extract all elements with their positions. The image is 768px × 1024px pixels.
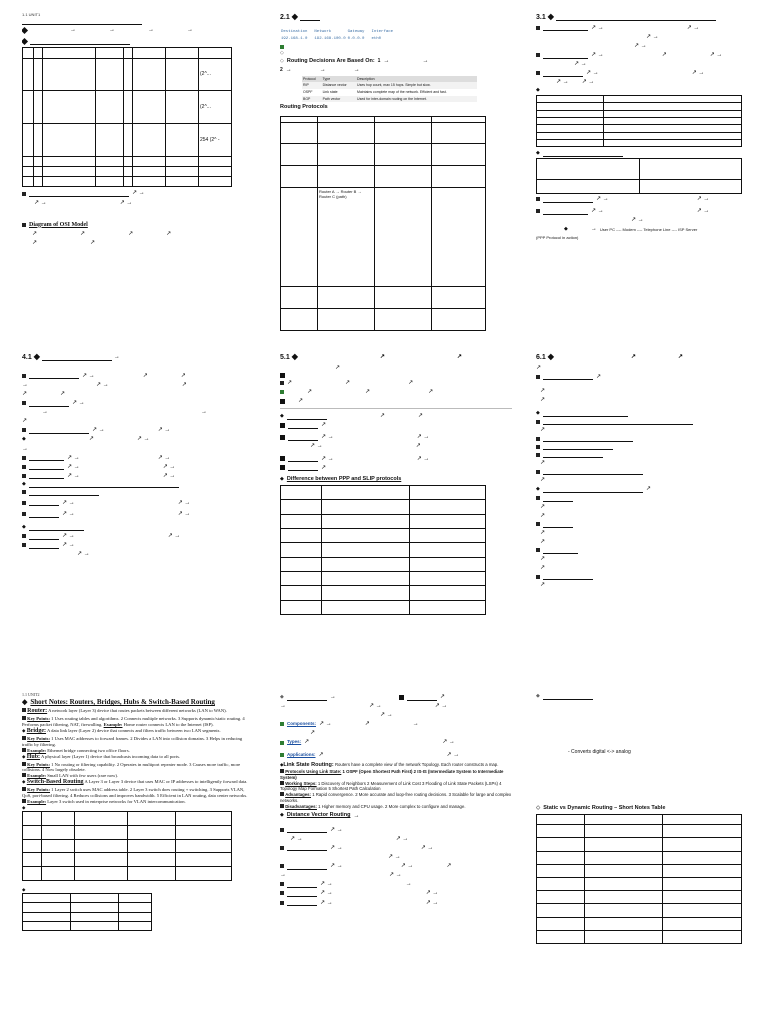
arrow-icon: ↗ → xyxy=(177,499,191,506)
arrow-icon: ↗ xyxy=(321,464,327,471)
arrow-icon: ↗ → xyxy=(72,400,85,407)
arrow-icon: ↗ xyxy=(540,538,546,545)
arrow-icon: ↗ xyxy=(540,555,546,562)
diamond-icon: ◆ xyxy=(547,352,554,361)
image-icon xyxy=(22,223,26,227)
arrow-icon: ↗ xyxy=(439,694,445,700)
arrow-icon: → xyxy=(280,872,286,879)
diamond-outline-icon: ◆ xyxy=(280,693,284,700)
arrow-icon: ↗ → xyxy=(162,472,176,479)
arrow-icon: ↗ → xyxy=(77,551,90,558)
checkbox-icon xyxy=(280,741,284,745)
components-label: Components: xyxy=(287,721,316,727)
section-title: 6.1 ◆ ↗ ↗ xyxy=(536,352,683,361)
ppp-slip-table xyxy=(280,485,486,615)
arrow-icon: ↗ → xyxy=(388,854,401,861)
protocol-table: Protocol Type Description RIP Distance vector Uses hop count, max 15 hops. Simple but slow. OSPF Link state Maintains complete map of the network. Efficient and fast. BGP Path vector Used for inter-domain routing on the Internet. xyxy=(302,76,477,103)
diamond-icon: ◆ xyxy=(280,412,284,419)
arrow-icon: ↗ xyxy=(318,751,324,758)
checkbox-icon xyxy=(536,209,540,213)
diamond-icon xyxy=(22,27,28,34)
arrow-icon: ↗ → xyxy=(574,61,587,68)
arrow-icon: ↗ xyxy=(365,388,371,395)
arrow-icon: ↗ xyxy=(166,230,172,237)
arrow-icon: → xyxy=(590,226,597,233)
diamond-icon: ◆ xyxy=(291,352,298,361)
osi-table xyxy=(22,47,232,187)
arrow-icon: ↗ xyxy=(304,739,310,746)
arrow-icon: → xyxy=(280,703,286,710)
static-dynamic-heading: Static vs Dynamic Routing – Short Notes Table xyxy=(543,804,666,811)
arrow-icon: ↗ xyxy=(321,422,327,429)
arrow-icon: ↗ → xyxy=(67,472,80,479)
arrow-icon: ↗ xyxy=(540,512,546,519)
checkbox-icon xyxy=(536,445,540,449)
arrow-icon: ↗ → xyxy=(62,499,75,506)
checkbox-icon xyxy=(536,53,540,57)
arrow-icon: ↗ xyxy=(456,354,462,361)
checkbox-icon xyxy=(280,465,285,470)
arrow-icon: ↗ xyxy=(645,486,651,493)
checkbox-icon xyxy=(22,787,26,791)
arrow-icon: ↗ → xyxy=(425,899,439,906)
diamond-icon: ◆ xyxy=(22,887,26,893)
arrow-icon: ↗ xyxy=(661,52,667,59)
arrow-icon: ↗ xyxy=(310,730,316,737)
arrow-icon: ↗ → xyxy=(167,533,181,540)
arrow-icon: → xyxy=(412,721,419,728)
checkbox-icon xyxy=(280,373,285,378)
unit-label: 1.1 UNIT1 xyxy=(22,12,41,17)
diamond-icon: ◆ xyxy=(536,150,540,157)
router-block: Router: A network layer (Layer 3) device that routes packets between different networks (LAN to WAN). xyxy=(22,708,254,716)
applications-label: Applications: xyxy=(287,751,316,757)
arrow-icon: ↗ xyxy=(128,230,134,237)
diamond-icon: ◆ xyxy=(536,486,540,493)
checkbox-icon xyxy=(280,456,285,461)
checkbox-icon xyxy=(22,465,26,469)
converter-note: - Converts digital <-> analog xyxy=(568,749,631,755)
arrow-icon: ↗ → xyxy=(596,196,609,203)
diamond-outline-icon: ◆ xyxy=(536,693,540,700)
diamond-icon xyxy=(22,38,28,45)
arrow-icon: ↗ → xyxy=(132,190,145,197)
page-3-1 xyxy=(536,12,768,332)
arrow-icon: ↗ xyxy=(540,427,546,434)
arrow-icon: → xyxy=(353,812,360,819)
arrow-icon: ↗ → xyxy=(119,199,133,206)
arrow-icon: ↗ → xyxy=(591,52,604,59)
arrow-icon: ↗ → xyxy=(320,881,333,888)
arrow-icon: ↗ → xyxy=(631,217,644,224)
diamond-outline-icon: ◇ xyxy=(536,804,541,811)
arrow-icon: ↗ → xyxy=(586,70,599,77)
types-label: Types: xyxy=(287,739,302,745)
arrow-icon: ↗ xyxy=(307,388,313,395)
arrow-icon: → xyxy=(22,445,28,452)
notes-heading: Short Notes: Routers, Bridges, Hubs & Switch-Based Routing xyxy=(30,698,215,707)
arrow-icon: ↗ → xyxy=(556,79,569,86)
arrow-icon: ↗ xyxy=(181,381,187,388)
diamond-icon: ◆ xyxy=(22,779,26,785)
arrow-icon: → xyxy=(42,409,48,416)
arrow-icon: ↗ → xyxy=(162,463,176,470)
arrow-icon: ↗ → xyxy=(369,703,382,710)
arrow-icon: ↗ xyxy=(446,863,452,870)
arrow-icon: → xyxy=(383,58,390,65)
checkbox-icon xyxy=(536,522,540,526)
arrow-icon: ↗ → xyxy=(442,739,455,746)
arrow-icon: ↗ → xyxy=(82,372,95,379)
checkbox-icon xyxy=(536,26,540,30)
diamond-icon: ◆ xyxy=(22,728,26,734)
arrow-icon: → xyxy=(285,67,292,74)
arrow-icon: → xyxy=(113,354,120,361)
page-3-2 xyxy=(536,692,768,1012)
arrow-icon: ↗ → xyxy=(646,33,659,40)
checkbox-icon xyxy=(22,543,26,547)
arrow-icon: ↗ xyxy=(540,387,546,394)
arrow-icon: ↗ → xyxy=(425,890,439,897)
arrow-icon: ↗ → xyxy=(416,434,430,441)
page-1-1 xyxy=(22,12,254,332)
comparison-table-2 xyxy=(22,893,152,931)
arrow-icon: ↗ → xyxy=(321,455,334,462)
arrow-icon: → xyxy=(405,881,412,888)
arrow-icon: ↗ xyxy=(32,239,38,246)
checkbox-icon xyxy=(536,437,540,441)
diamond-icon: ◆ xyxy=(564,226,568,233)
arrow-icon: ↗ → xyxy=(320,899,333,906)
arrow-icon: ↗ → xyxy=(395,835,409,842)
checkbox-icon xyxy=(536,453,540,457)
arrow-icon: ↗ xyxy=(540,477,546,484)
path-cell: Router A → Router B → Router C (path) xyxy=(318,187,375,287)
diamond-icon: ◆ xyxy=(280,812,284,819)
checkbox-icon xyxy=(280,882,284,886)
arrow-icon: ↗ → xyxy=(696,208,710,215)
arrow-icon: ↗ → xyxy=(290,835,303,842)
arrow-icon: ↗ → xyxy=(696,196,710,203)
checkbox-icon xyxy=(536,575,540,579)
checkbox-icon xyxy=(280,769,284,773)
checkbox-icon xyxy=(280,846,284,850)
arrow-icon: ↗ xyxy=(540,460,546,467)
arrow-icon: ↗ xyxy=(379,354,385,361)
diamond-icon: ◆ xyxy=(22,436,26,443)
arrow-icon: → xyxy=(319,67,326,74)
checkbox-icon xyxy=(22,490,26,494)
row-note: (2^... xyxy=(200,103,211,110)
arrow-icon: → xyxy=(329,694,336,700)
checkbox-icon xyxy=(22,716,26,720)
row-note: 254 (2^ - xyxy=(200,136,220,143)
arrow-icon: ↗ → xyxy=(321,434,334,441)
page-2-2: ◆ → ↗ → ↗ → ↗ → ↗ → Components: ↗ → ↗ → ↗ Types: ↗ ↗ → Applications: ↗ ↗ → ◆Link State Routing: Routers have a complete view of the network Topology. Each router constructs a map. Protocols Using Link State: 1 OSPF (Open Shortest Path First) 2 IS-IS (Intermediate System to Intermediate System) Working Steps: 1 Discovery of Neighbors 2 Measurement of Link Cost 3 Flooding of Link State Packets (LSPs) 4 Topology Map Formation 5 Shortest Path Calculation Advantages: 1 Rapid convergence. 2 More accurate and loop-free routing decisions. 3 Scalable for large and complex networks. Disadvantages: 1 Higher memory and CPU usage. 2 More complex to configure and manage. ◆ Distance Vector Routing → ↗ → ↗ → ↗ → ↗ → ↗ → ↗ → ↗ → ↗ → ↗ → ↗ → ↗ → → ↗ → ↗ → ↗ → ↗ → xyxy=(280,693,512,906)
page-6-1 xyxy=(536,352,768,672)
hub-block: ◆ Hub: A physical layer (Layer 1) device that broadcasts incoming data to all ports. xyxy=(22,753,181,760)
checkbox-icon xyxy=(22,456,26,460)
arrow-icon: ↗ xyxy=(22,418,28,425)
diamond-icon: ◆ xyxy=(22,524,26,531)
diff-heading: Difference between PPP and SLIP protocols xyxy=(286,475,402,482)
arrow-icon: ↗ → xyxy=(434,703,448,710)
arrow-icon: → xyxy=(109,27,115,34)
decision-heading: Routing Decisions Are Based On: xyxy=(286,57,375,64)
arrow-icon: ↗ xyxy=(180,372,186,379)
checkbox-icon xyxy=(22,401,26,405)
arrow-icon: ↗ → xyxy=(420,844,434,851)
diamond-outline-icon: ◇ xyxy=(280,58,284,64)
arrow-icon: → xyxy=(422,58,429,65)
arrow-icon: ↗ xyxy=(88,436,94,443)
checkbox-icon xyxy=(280,753,284,757)
checkbox-icon xyxy=(280,722,284,726)
arrow-icon: ↗ → xyxy=(330,863,343,870)
arrow-icon: ↗ xyxy=(142,372,148,379)
arrow-icon: ↗ xyxy=(22,390,28,397)
arrow-icon: ↗ xyxy=(287,379,293,386)
page-1-2: 1.1 UNIT2 ◆ Short Notes: Routers, Bridges, Hubs & Switch-Based Routing Router: A network layer (Layer 3) device that routes packets between different networks (LAN to WAN). Key Points: 1 Uses routing tables and algorithms. 2 Connects multiple networks. 3 Supports dynamic/static routing. 4 Performs packet filtering, NAT, firewalling. Example: Home router connects LAN to the Internet (ISP). ◆ Bridge: A data link layer (Layer 2) device that connects and filters traffic between two LAN segments. Key Points: 1 Uses MAC addresses to forward frames. 2 Divides a LAN into collision domains. 3 Helps in reducing traffic by filtering. Example: Ethernet bridge connecting two office floors. ◆ Hub: A physical layer (Layer 1) device that broadcasts incoming data to all ports. Key Points: 1 No routing or filtering capability. 2 Operates in multiport repeater mode. 3 Causes more traffic, more collisions. 4 Now largely obsolete. Example: Small LAN with few users (rare now). ◆ Switch-Based Routing A Layer 3 or Layer 3 device that uses MAC or IP addresses to intelligently forward data. Key Points: 1 Layer 2 switch uses MAC address table. 2 Layer 3 switch does routing + switching. 3 Supports VLAN, QoS, port-based filtering. 4 Reduces collisions and improves bandwidth. 5 Efficient in LAN routing, data center networks. Example: Layer 3 switch used in enterprise networks for VLAN intercommunication. ◆ ◆ xyxy=(22,692,254,1012)
arrow-icon: ↗ → xyxy=(416,455,430,462)
arrow-row xyxy=(22,26,254,34)
diagram-heading: Diagram of OSI Model xyxy=(29,221,88,228)
checkbox-icon xyxy=(22,428,26,432)
checkbox-icon xyxy=(280,390,284,394)
checkbox-icon xyxy=(22,474,26,478)
diamond-icon: ◆ xyxy=(536,87,540,94)
unit-label: 1.1 UNIT2 xyxy=(22,692,40,697)
arrow-icon: ↗ → xyxy=(380,712,393,719)
arrow-icon: ↗ xyxy=(540,503,546,510)
arrow-icon: ↗ → xyxy=(320,890,333,897)
arrow-icon: ↗ → xyxy=(62,511,75,518)
page-4-1 xyxy=(22,352,254,672)
checkbox-icon xyxy=(22,762,26,766)
arrow-icon: ↗ xyxy=(60,390,66,397)
row-note: (2^... xyxy=(200,71,211,78)
arrow-icon: ↗ xyxy=(345,379,351,386)
arrow-icon: ↗ xyxy=(408,379,414,386)
checkbox-icon xyxy=(280,901,284,905)
diamond-icon: ◆ xyxy=(22,698,28,707)
arrow-icon: ↗ → xyxy=(92,427,105,434)
checkbox-icon xyxy=(280,381,284,385)
checkbox-icon xyxy=(22,512,26,516)
arrow-icon: ↗ → xyxy=(319,721,332,728)
arrow-icon: ↗ xyxy=(540,582,546,589)
checkbox-icon xyxy=(22,736,26,740)
checkbox-icon xyxy=(22,192,26,196)
arrow-icon: → xyxy=(187,27,193,34)
arrow-icon: ↗ → xyxy=(34,199,47,206)
routing-protocols-label: Routing Protocols xyxy=(280,104,328,111)
arrow-icon: → xyxy=(148,27,154,34)
checkbox-icon xyxy=(22,534,26,538)
arrow-icon: ↗ → xyxy=(330,826,343,833)
page-2-1: 2.1 ◆ Destination Network Gateway Interface 192.168.1.0 192.168.100.0 0.0.0.0 eth0 ◇ ◇ Routing Decisions Are Based On: 1 → → 2 → → → Protocol Type Description RIP Distance vector Uses hop count, max 15 hops. Simple but slow. OSPF Link state Maintains complete map of the network. Efficient and fast. BGP Path vector Used for inter-domain routing on the Internet. Routing Protocols Router A → Router B → Router C (path) xyxy=(280,12,512,332)
link-state-heading: Link State Routing: xyxy=(283,761,334,768)
diamond-icon: ◆ xyxy=(22,805,26,811)
section-title: 4.1 ◆ → xyxy=(22,352,120,361)
arrow-icon: → xyxy=(353,67,360,74)
arrow-icon: ↗ → xyxy=(400,863,414,870)
diamond-outline-icon: ◇ xyxy=(280,49,284,56)
diamond-icon: ◆ xyxy=(22,753,26,759)
checkbox-icon xyxy=(22,374,26,378)
arrow-icon: ↗ → xyxy=(62,542,75,549)
arrow-icon: ↗ → xyxy=(96,381,109,388)
arrow-icon: ↗ → xyxy=(691,70,705,77)
arrow-icon: ↗ → xyxy=(686,24,700,31)
arrow-icon: ↗ → xyxy=(157,454,171,461)
arrow-icon: ↗ xyxy=(80,230,86,237)
checkbox-icon xyxy=(536,71,540,75)
checkbox-icon xyxy=(22,708,26,712)
arrow-icon: → xyxy=(201,409,207,416)
checkbox-icon xyxy=(536,496,540,500)
arrow-icon: ↗ → xyxy=(310,443,323,450)
checkbox-icon xyxy=(536,197,540,201)
bridge-block: ◆ Bridge: A data link layer (Layer 2) device that connects and filters traffic between two LAN segments. xyxy=(22,728,221,735)
arrow-icon: ↗ xyxy=(379,413,385,420)
page-5-1 xyxy=(280,352,512,672)
checkbox-icon xyxy=(536,420,540,424)
arrow-icon: ↗ xyxy=(540,565,546,572)
routing-protocols-table xyxy=(280,116,486,331)
arrow-icon: ↗ → xyxy=(581,79,595,86)
checkbox-icon xyxy=(280,804,284,808)
section-title: 5.1 ◆ ↗ ↗ xyxy=(280,352,462,361)
checkbox-icon xyxy=(280,423,285,428)
ppp-flow: User PC ---- Modem ---- Telephone Line ---- ISP Server xyxy=(599,226,698,232)
checkbox-icon xyxy=(280,781,284,785)
checkbox-icon xyxy=(280,435,285,440)
diamond-icon: ◆ xyxy=(22,481,26,488)
arrow-icon: ↗ → xyxy=(177,511,191,518)
diamond-icon: ◆ xyxy=(33,352,40,361)
arrow-icon: ↗ → xyxy=(157,427,171,434)
checkbox-icon xyxy=(280,399,285,404)
checkbox-icon xyxy=(399,695,404,700)
checkbox-icon xyxy=(536,470,540,474)
arrow-icon: ↗ → xyxy=(446,751,460,758)
arrow-icon: → xyxy=(22,381,28,388)
arrow-icon: ↗ → xyxy=(67,454,80,461)
section-title: 2.1 ◆ xyxy=(280,12,512,23)
arrow-icon: ↗ xyxy=(630,354,636,361)
table-a xyxy=(536,95,742,147)
arrow-icon: ↗ xyxy=(417,413,423,420)
checkbox-icon xyxy=(280,45,284,49)
arrow-icon: ↗ → xyxy=(389,872,402,879)
arrow-icon: ↗ → xyxy=(136,436,150,443)
arrow-icon: ↗ → xyxy=(591,208,604,215)
section-title: 3.1 ◆ xyxy=(536,12,768,23)
arrow-icon: ↗ → xyxy=(62,533,75,540)
checkbox-icon xyxy=(280,828,284,832)
diamond-icon: ◆ xyxy=(280,476,284,483)
arrow-icon: ↗ xyxy=(428,388,434,395)
diamond-icon: ◆ xyxy=(291,12,298,21)
arrow-icon: ↗ xyxy=(364,721,370,728)
checkbox-icon xyxy=(22,773,26,777)
arrow-icon: → xyxy=(70,27,76,34)
checkbox-icon xyxy=(536,548,540,552)
arrow-icon: ↗ → xyxy=(591,24,604,31)
checkbox-icon xyxy=(22,748,26,752)
arrow-icon: ↗ xyxy=(335,364,341,371)
arrow-icon: ↗ xyxy=(90,239,96,246)
arrow-icon: ↗ xyxy=(540,529,546,536)
diamond-icon: ◆ xyxy=(280,761,284,767)
checkbox-icon xyxy=(280,891,284,895)
arrow-icon: ↗ → xyxy=(634,42,647,49)
arrow-icon: ↗ xyxy=(596,373,602,380)
diamond-icon: ◆ xyxy=(536,410,540,417)
arrow-icon: ↗ xyxy=(415,443,421,450)
checkbox-icon xyxy=(280,864,284,868)
arrow-icon: ↗ → xyxy=(67,463,80,470)
switch-block: ◆ Switch-Based Routing A Layer 3 or Layer 3 device that uses MAC or IP addresses to intelligently forward data. xyxy=(22,779,248,786)
ppp-caption: (PPP Protocol in action) xyxy=(536,234,579,240)
route-table: Destination Network Gateway Interface 192.168.1.0 192.168.100.0 0.0.0.0 eth0 xyxy=(281,29,394,42)
arrow-icon: ↗ xyxy=(677,354,683,361)
checkbox-icon xyxy=(536,375,540,379)
table-b xyxy=(536,158,742,194)
checkbox-icon xyxy=(280,792,284,796)
arrow-icon: ↗ xyxy=(298,398,304,405)
diamond-icon: ◆ xyxy=(547,12,554,21)
checkbox-icon xyxy=(22,501,26,505)
static-dynamic-table xyxy=(536,814,742,944)
arrow-icon: ↗ → xyxy=(709,52,723,59)
arrow-icon: ↗ → xyxy=(330,844,343,851)
arrow-icon: ↗ xyxy=(536,364,542,371)
distance-vector-heading: Distance Vector Routing xyxy=(286,811,351,818)
comparison-table xyxy=(22,811,232,881)
arrow-icon: ↗ xyxy=(540,397,546,404)
checkbox-icon xyxy=(22,799,26,803)
arrow-icon: ↗ xyxy=(32,230,38,237)
